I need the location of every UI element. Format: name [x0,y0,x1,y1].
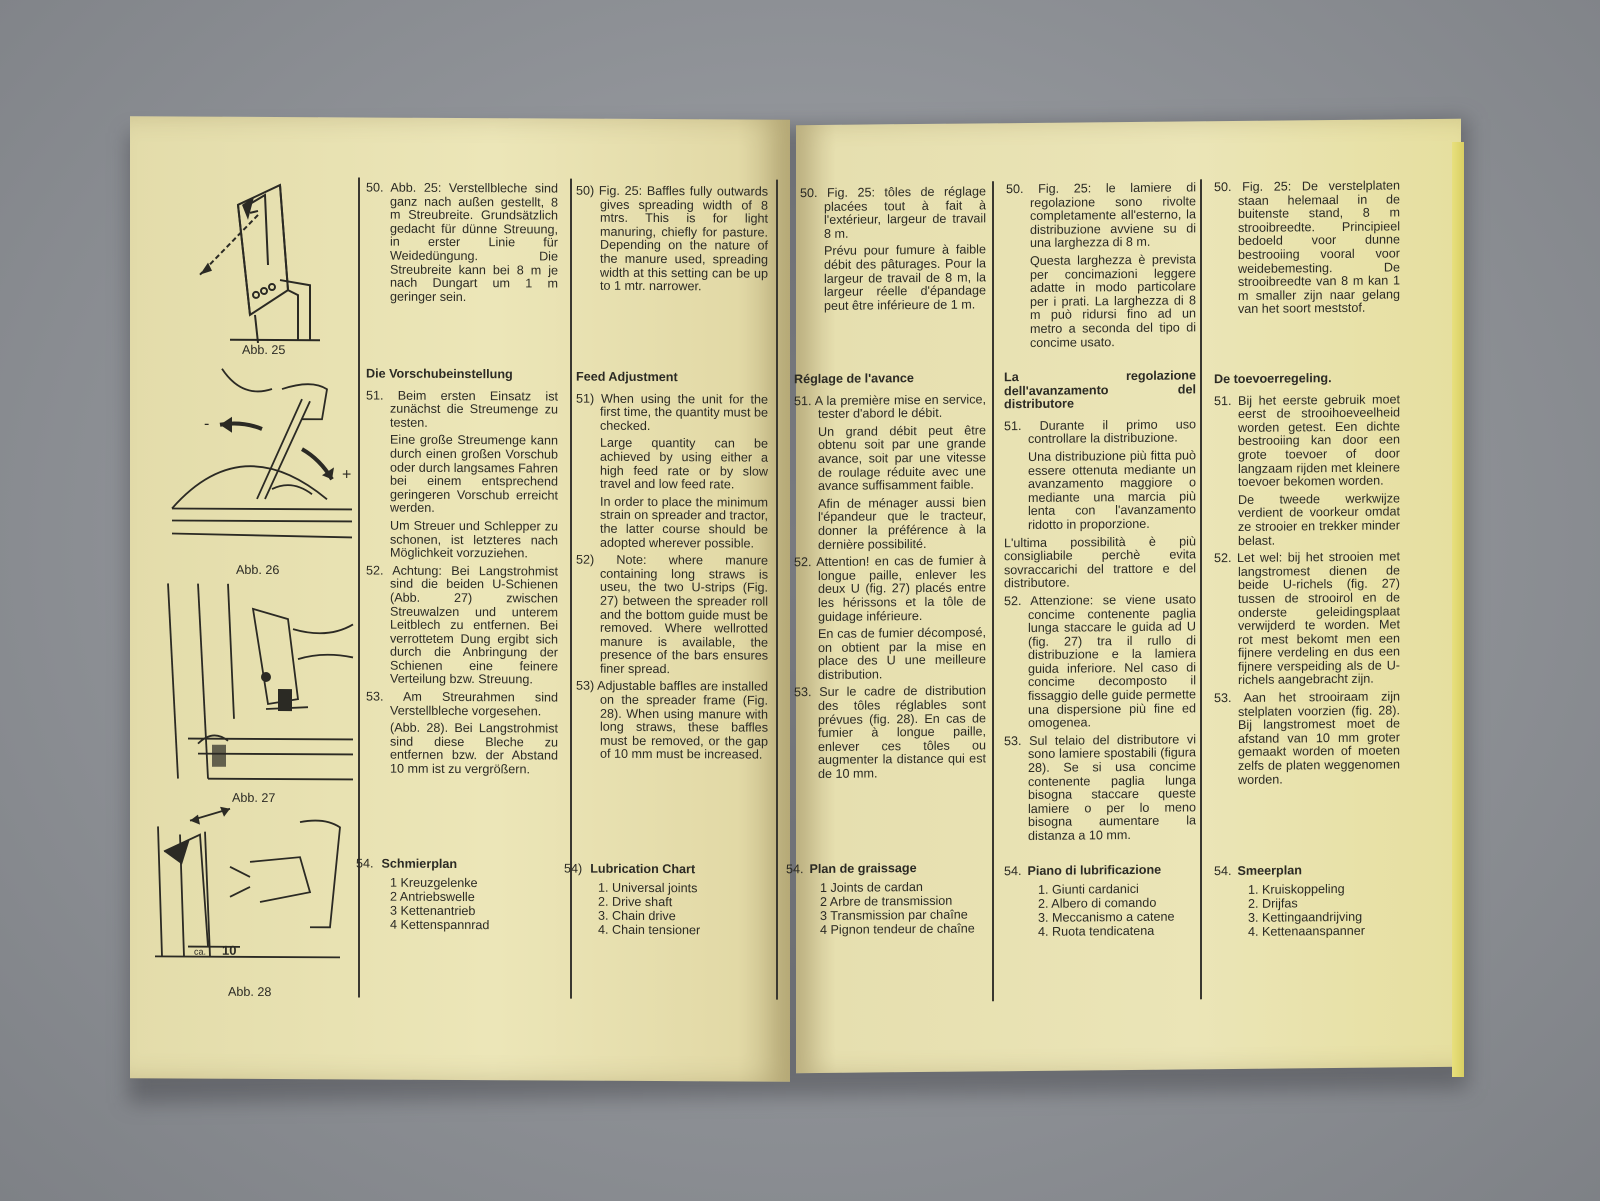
paragraph-52-b: En cas de fumier décomposé, on obtient par la mise en place des U une meilleure distribution. [818,625,986,682]
paragraph-50: 50) Fig. 25: Baffles fully outwards gives spreading width of 8 mtrs. This is for light manuring, chiefly for pasture. Depending on the nature of the manure used, spreading width at this setting can be up to 1 mtr. narrower. [576,183,768,294]
figure-25-illustration [170,174,350,347]
paragraph-51-b: Un grand débit peut être obtenu soit par une grande avance, soit par une vitesse de roulage réduite avec une avance suffisamment faible. [818,423,986,494]
column-rule [776,180,778,1000]
paragraph-51-b: De tweede werkwijze verdient de voorkeur omdat ze strooier en trekker minder belast. [1238,491,1400,548]
list-item: 3 Transmission par chaîne [820,907,968,923]
figure-28-dimension-label: 10 [222,942,237,958]
list-item: 3. Meccanismo a catene [1038,909,1175,925]
paragraph-51-b: Eine große Streumenge kann durch einen großen Vorschub oder durch langsames Fahren bei einem entsprechend geringeren Vorschub erreicht werden. [390,433,559,516]
paragraph-51: 51. Beim ersten Einsatz ist zunächst die Streumenge zu testen. [366,388,558,430]
lubrication-number: 54. [786,862,804,877]
lubrication-list [1004,881,1200,939]
english-lubrication [564,863,774,938]
back-cover-edge [1452,142,1464,1077]
list-item: 2 Antriebswelle [390,889,475,904]
lubrication-title: Plan de graissage [809,861,917,877]
paragraph-53: 53. Am Streurahmen sind Verstellbleche vorgesehen. [366,689,558,719]
paragraph-51-b: Large quantity can be achieved by using either a high feed rate or by slow travel and low feed rate. [600,436,768,492]
paragraph-50: 50. Fig. 25: De verstelplaten staan helemaal in de buitenste stand, 8 m strooibreedte. Principieel bedoeld voor dunne bestrooiing vooral voor weidebemesting. De strooibreedte van 8 m kan 1 m smaller zijn naar gelang van het soort meststof. [1214,178,1400,317]
french-lubrication [786,861,986,937]
list-item: 1. Giunti cardanici [1038,881,1139,897]
list-item: 2. Albero di comando [1038,895,1157,911]
lubrication-title: Smeerplan [1237,863,1302,878]
paragraph-51-b: Una distribuzione più fitta può essere ottenuta mediante un avanzamento maggiore o mediante una marcia più lenta con l'avanzamento ridotto in proporzione. [1028,448,1196,532]
german-column-feed [366,368,558,782]
dutch-column [1214,179,1400,321]
figure-26-illustration [162,358,362,559]
list-item: 4. Kettenaanspanner [1248,923,1365,939]
lubrication-list [1214,881,1404,939]
list-item: 4. Chain tensioner [598,922,701,937]
column-rule [992,181,994,1001]
list-item: 2. Drive shaft [598,894,673,909]
paragraph-50: 50. Fig. 25: tôles de réglage placées tout à fait à l'extérieur, largeur de travail 8 m. [800,184,986,241]
italian-lubrication [1004,863,1200,938]
list-item: 1. Universal joints [598,880,698,895]
figure-26-plus-sign: + [342,466,352,484]
column-rule [1200,179,1202,999]
german-lubrication [356,857,566,932]
dutch-column-feed [1214,371,1400,791]
lubrication-list [356,875,566,932]
section-heading: De toevoerregeling. [1214,371,1332,387]
list-item: 3. Chain drive [598,908,676,923]
german-column [366,182,558,309]
figure-26-caption: Abb. 26 [236,562,280,578]
english-column-feed [576,371,768,767]
paragraph-52: 52. Attenzione: se viene usato concime contenente paglia lunga staccare le guida ad U (fig. 27) tra il rullo di distribuzione e la lamiera guida inferiore. Nel caso di concime decomposto il fissaggio delle guide permette una dispersione più fine ed omogenea. [1004,592,1196,731]
list-item: 1 Kreuzgelenke [390,875,478,890]
figure-25-caption: Abb. 25 [242,342,286,358]
paragraph-53-b: (Abb. 28). Bei Langstrohmist sind diese Bleche zu entfernen bzw. der Abstand 10 mm ist zu vergrößern. [390,720,558,777]
paragraph-51-c: In order to place the minimum strain on spreader and tractor, the latter course should be adopted wherever possible. [600,494,769,551]
section-heading: La regolazione dell'avanzamento del distributore [1004,368,1196,412]
paragraph-51-c: Um Streuer und Schlepper zu schonen, ist letzteres nach Möglichkeit vorzuziehen. [390,518,558,561]
list-item: 2 Arbre de transmission [820,893,953,909]
figure-28-illustration [150,806,350,977]
paragraph-53: 53) Adjustable baffles are installed on the spreader frame (Fig. 28). When using manure with long straws, these baffles must be removed, or the gap of 10 mm must be increased. [576,679,768,763]
list-item: 4. Ruota tendicatena [1038,923,1155,939]
list-item: 1. Kruiskoppeling [1248,881,1345,897]
lubrication-title: Schmierplan [381,856,458,871]
figure-27-illustration [158,578,358,789]
paragraph-50: 50. Fig. 25: le lamiere di regolazione sono rivolte completamente all'esterno, la distribuzione avviene su di una larghezza di 8 m. [1006,180,1196,251]
figure-28-approx-label: ca. [194,946,207,957]
paragraph-52: 52. Let wel: bij het strooien met langstromest dienen de beide U-richels (fig. 27) tussen de strooirol en de onderste geleidingsplaat verwijderd te worden. Met rot mest bekomt men een fijnere verdeling en dus een fijnere verspeiding als de U-richels aangebracht zijn. [1214,549,1400,688]
left-page [130,116,790,1081]
paragraph-51: 51. Durante il primo uso controllare la distribuzione. [1004,417,1196,447]
list-item: 4 Pignon tendeur de chaîne [820,921,975,937]
lubrication-heading [1214,863,1404,878]
section-heading: Die Vorschubeinstellung [366,366,513,382]
lubrication-title: Piano di lubrificazione [1027,862,1162,878]
list-item: 3. Kettingaandrijving [1248,909,1363,925]
paragraph-53: 53. Sul telaio del distributore vi sono lamiere spostabili (figura 28). Se si usa concime contenente paglia lunga bisogna staccare queste lamiere o per lo meno bisogna aumentare la distanza a 10 mm. [1004,732,1196,843]
paragraph-50: 50. Abb. 25: Verstellbleche sind ganz nach außen gestellt, 8 m Streubreite. Grundsätzlich gedacht für dünne Streuung, in erster Linie für Weidedüngung. Die Streubreite kann bei 8 m je nach Dungart um 1 m geringer sein. [366,180,558,304]
english-column [576,185,768,299]
list-item: 3 Kettenantrieb [390,903,476,918]
figure-28-caption: Abb. 28 [228,984,272,1000]
figure-26-minus-sign: - [204,415,210,433]
lubrication-heading [356,857,566,872]
dutch-lubrication [1214,863,1404,938]
right-page [786,119,1461,1073]
french-column-feed [794,371,986,785]
list-item: 1 Joints de cardan [820,879,923,895]
paragraph-51-c: Afin de ménager aussi bien l'épandeur que le tracteur, donner la préférence à la dernière possibilité. [818,495,986,552]
lubrication-number: 54. [1004,864,1022,879]
paragraph-51: 51. A la première mise en service, tester d'abord le débit. [794,391,986,422]
lubrication-list [564,880,774,937]
paragraph-51: 51) When using the unit for the first time, the quantity must be checked. [576,391,768,433]
lubrication-heading [564,863,774,878]
lubrication-title: Lubrication Chart [590,861,696,877]
paragraph-53: 53. Sur le cadre de distribution des tôles réglables sont prévues (fig. 28). En cas de fumier à longue paille, enlever ces tôles ou augmenter la distance qui est de 10 mm. [794,683,986,782]
section-heading: Réglage de l'avance [794,371,914,387]
paragraph-52: 52. Achtung: Bei Langstrohmist sind die beiden U-Schienen (Abb. 27) zwischen Streuwalzen und unterem Leitblech zu entfernen. Bei verrottetem Dung ergibt sich durch die Anbringung der Schienen eine feinere Verteilung bzw. Streuung. [366,563,558,687]
lubrication-number: 54. [356,856,374,871]
lubrication-heading [786,861,986,877]
list-item: 4 Kettenspannrad [390,917,490,932]
french-column [800,185,986,317]
italian-column-feed [1004,369,1196,847]
paragraph-51: 51. Bij het eerste gebruik moet eerst de strooihoeveelheid worden getest. Een dichte bestrooiing kan door een grote toevoer of door langzaam rijden met kleinere toevoer bekomen worden. [1214,391,1400,490]
lubrication-list [786,879,986,937]
paragraph-52: 52. Attention! en cas de fumier à longue paille, enlever les deux U (fig. 27) placés entre les hérissons et la tôle de guidage inférieure. [794,553,986,624]
paragraph-51-c: L'ultima possibilità è più consigliabile perchè evita sovraccarichi del trattore e del distributore. [1004,533,1196,591]
paragraph-52: 52) Note: where manure containing long straws is useu, the two U-strips (Fig. 27) between the spreader roll and the bottom guide must be removed. Where wellrotted manure is available, the presence of the bars ensures finer spread. [576,552,768,676]
lubrication-heading [1004,863,1200,878]
paragraph-53: 53. Aan het strooiraam zijn stelplaten voorzien (fig. 28). Bij langstromest moet de afstand van 10 mm groter gemaakt worden of moeten zelfs de platen weggenomen worden. [1214,689,1400,787]
section-heading: Feed Adjustment [576,369,678,385]
figure-27-caption: Abb. 27 [232,790,276,806]
italian-column [1006,181,1196,354]
paragraph-50-b: Questa larghezza è prevista per concimazioni leggere adatte in modo particolare per i prati. La larghezza di 8 m può ridursi fino ad un metro a seconda del tipo di concime usato. [1030,252,1196,350]
list-item: 2. Drijfas [1248,895,1298,911]
lubrication-number: 54) [564,861,583,876]
lubrication-number: 54. [1214,864,1232,879]
paragraph-50-b: Prévu pour fumure à faible débit des pâturages. Pour la largeur de travail de 8 m, la largeur réelle d'épandage peut être inférieure de 1 m. [824,242,986,313]
